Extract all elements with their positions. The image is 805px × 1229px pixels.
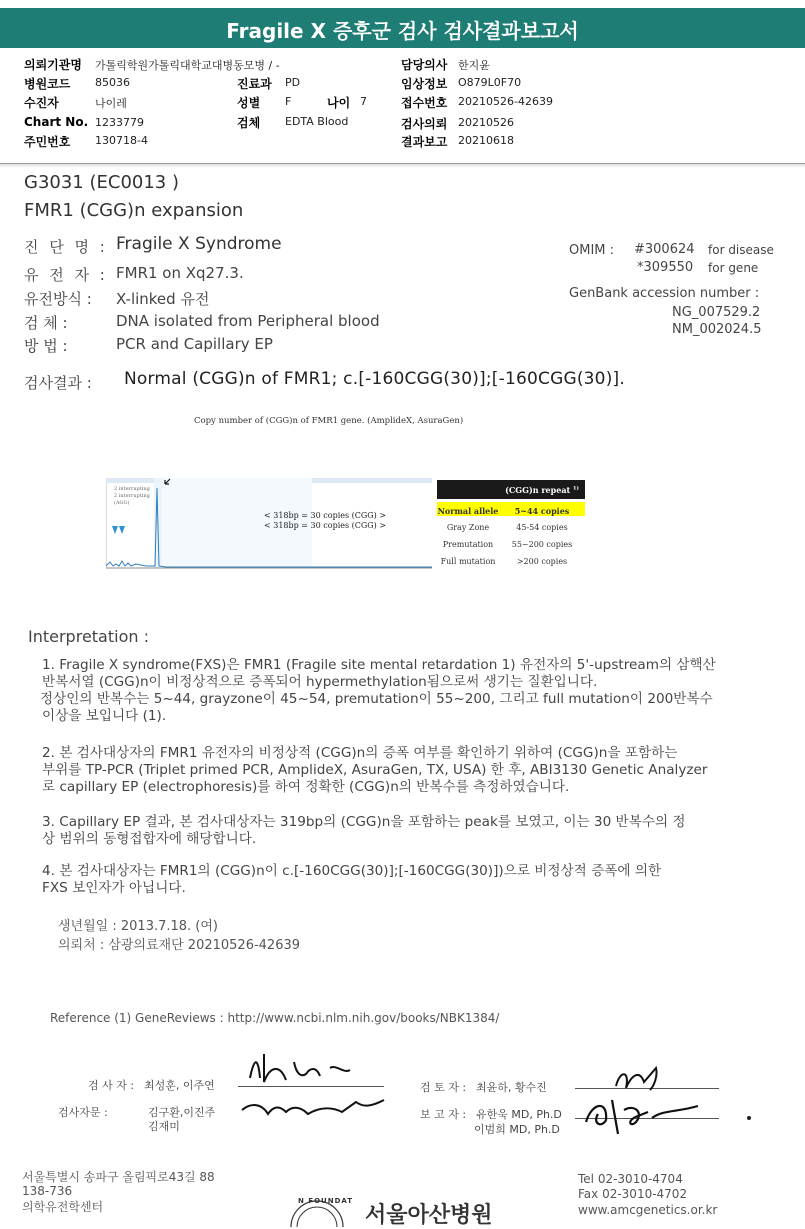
inheritance-label: 유전방식 : bbox=[24, 290, 92, 308]
text-line: 반복서열 (CGG)n이 비정상적으로 증폭되어 hypermethylation됨으로써 생기는 질환입니다. bbox=[42, 674, 598, 690]
result-value: Normal (CGG)n of FMR1; c.[-160CGG(30)];[-160CGG(30)]. bbox=[124, 369, 625, 389]
advisor-names-2: 김재미 bbox=[148, 1120, 180, 1133]
text-line: 로 capillary EP (electrophoresis)를 하여 정확한 (CGG)n의 반복수를 측정하였습니다. bbox=[42, 779, 570, 795]
text-line: FXS 보인자가 아닙니다. bbox=[42, 880, 186, 896]
request-value: 20210526 bbox=[458, 116, 514, 129]
text-line: 2. 본 검사대상자의 FMR1 유전자의 비정상적 (CGG)n의 증폭 여부를 확인하기 위하여 (CGG)n을 포함하는 bbox=[42, 745, 678, 761]
sex-value: F bbox=[285, 95, 292, 108]
chart-label: Chart No. bbox=[24, 115, 89, 129]
clinical-value: O879L0F70 bbox=[458, 76, 522, 89]
website-link[interactable]: www.amcgenetics.or.kr bbox=[578, 1203, 718, 1217]
text-line: 부위를 TP-PCR (Triplet primed PCR, AmplideX, AsuraGen, TX, USA) 한 후, ABI3130 Genetic Analyzer bbox=[42, 762, 708, 778]
text-line: 1. Fragile X syndrome(FXS)은 FMR1 (Fragile site mental retardation 1) 유전자의 5'-upstream의 삼핵산 bbox=[42, 657, 716, 673]
table-header-label: (CGG)n repeat $^{1)}$ bbox=[505, 485, 579, 495]
trace-label-3: (AGG) bbox=[114, 500, 130, 506]
omim-disease-note: for disease bbox=[708, 243, 774, 257]
chart-value: 1233779 bbox=[95, 116, 144, 129]
dot-mark bbox=[747, 1116, 751, 1120]
sex-label: 성별 bbox=[237, 96, 261, 110]
divider-shadow bbox=[0, 164, 805, 168]
trace-label-1: 2 interrupting bbox=[114, 486, 150, 492]
advisor-label: 검사자문 : bbox=[58, 1106, 108, 1119]
diagnosis-value: Fragile X Syndrome bbox=[116, 234, 282, 254]
phone: Tel 02-3010-4704 bbox=[578, 1172, 683, 1186]
tester-label: 검 사 자 : bbox=[88, 1079, 135, 1092]
omim-gene-note: for gene bbox=[708, 261, 759, 275]
age-label: 나이 bbox=[327, 96, 351, 110]
center-name: 의학유전학센터 bbox=[22, 1200, 104, 1214]
fax: Fax 02-3010-4702 bbox=[578, 1187, 688, 1201]
text-line: 3. Capillary EP 결과, 본 검사대상자는 319bp의 (CGG)n을 포함하는 peak를 보였고, 이는 30 반복수의 정 bbox=[42, 814, 686, 830]
birth-date: 생년월일 : 2013.7.18. (여) bbox=[58, 919, 219, 934]
table-row-value: 5~44 copies bbox=[514, 506, 570, 516]
interpretation-paragraph-4 bbox=[42, 863, 772, 897]
table-row-value: >200 copies bbox=[516, 557, 568, 566]
rrn-value: 130718-4 bbox=[95, 134, 148, 147]
interpretation-paragraph-1 bbox=[42, 657, 772, 725]
age-value: 7 bbox=[360, 95, 367, 108]
table-row-label: Gray Zone bbox=[446, 523, 490, 532]
genbank-nm: NM_002024.5 bbox=[672, 322, 762, 337]
reviewer-label: 검 토 자 : bbox=[420, 1081, 467, 1094]
specimen-method-label: 검 체 : bbox=[24, 314, 68, 332]
copies-label-2: < 318bp = 30 copies (CGG) > bbox=[264, 521, 387, 530]
table-row-value: 45-54 copies bbox=[516, 523, 568, 532]
doctor-value: 한지윤 bbox=[458, 59, 490, 72]
report-header bbox=[0, 8, 805, 48]
reporter-label: 보 고 자 : bbox=[420, 1108, 467, 1121]
reporter-signature bbox=[578, 1094, 708, 1140]
diagnosis-label: 진 단 명 : bbox=[24, 238, 108, 256]
receipt-value: 20210526-42639 bbox=[458, 95, 553, 108]
reference: Reference (1) GeneReviews : http://www.ncbi.nlm.nih.gov/books/NBK1384/ bbox=[50, 1011, 500, 1025]
institution-label: 의뢰기관명 bbox=[24, 58, 82, 72]
text-line: 상 범위의 동형접합자에 해당합니다. bbox=[42, 831, 257, 847]
copies-label-1: < 318bp = 30 copies (CGG) > bbox=[264, 511, 387, 520]
interpretation-paragraph-3 bbox=[42, 814, 772, 848]
advisor-names-1: 김구환,이진주 bbox=[148, 1106, 216, 1119]
address-line-1: 서울특별시 송파구 올림픽로43길 88 bbox=[22, 1170, 215, 1184]
gene-value: FMR1 on Xq27.3. bbox=[116, 264, 244, 282]
reviewer-names: 최윤하, 황수진 bbox=[476, 1081, 547, 1094]
hospital-code-value: 85036 bbox=[95, 76, 130, 89]
request-label: 검사의뢰 bbox=[401, 117, 448, 131]
test-code: G3031 (EC0013 ) bbox=[24, 172, 179, 193]
electropherogram bbox=[106, 478, 432, 570]
table-row-label: Normal allele bbox=[437, 506, 499, 516]
omim-disease: #300624 bbox=[634, 242, 695, 257]
interpretation-paragraph-2 bbox=[42, 745, 772, 796]
table-row-label: Full mutation bbox=[440, 557, 496, 566]
advisor-signature bbox=[238, 1092, 388, 1126]
hospital-code-label: 병원코드 bbox=[24, 77, 71, 91]
method-label: 방 법 : bbox=[24, 337, 68, 355]
rrn-label: 주민번호 bbox=[24, 135, 71, 149]
dept-value: PD bbox=[285, 76, 301, 89]
genbank-label: GenBank accession number : bbox=[569, 286, 760, 301]
specimen-value: EDTA Blood bbox=[285, 115, 349, 128]
doctor-label: 담당의사 bbox=[401, 58, 448, 72]
hospital-logo-text: 서울아산병원 bbox=[365, 1203, 493, 1228]
report-label: 결과보고 bbox=[401, 135, 448, 149]
tester-signature bbox=[240, 1048, 370, 1088]
inheritance-value: X-linked 유전 bbox=[116, 290, 210, 308]
dept-label: 진료과 bbox=[237, 77, 272, 91]
text-line: 이상을 보입니다 (1). bbox=[42, 708, 167, 724]
specimen-method-value: DNA isolated from Peripheral blood bbox=[116, 312, 380, 330]
gene-label: 유 전 자 : bbox=[24, 266, 108, 284]
seal-text: N FOUNDAT bbox=[298, 1197, 354, 1205]
test-name: FMR1 (CGG)n expansion bbox=[24, 200, 244, 221]
reviewer-signature bbox=[610, 1064, 670, 1094]
specimen-label: 검체 bbox=[237, 116, 261, 130]
report-value: 20210618 bbox=[458, 134, 514, 147]
address-line-2: 138-736 bbox=[22, 1184, 73, 1198]
genbank-ng: NG_007529.2 bbox=[672, 305, 761, 320]
omim-label: OMIM : bbox=[569, 243, 615, 258]
text-line: 4. 본 검사대상자는 FMR1의 (CGG)n이 c.[-160CGG(30)];[-160CGG(30)])으로 비정상적 증폭에 의한 bbox=[42, 863, 662, 879]
report-title: Fragile X 증후군 검사 검사결과보고서 bbox=[226, 19, 579, 43]
patient-label: 수진자 bbox=[24, 96, 59, 110]
figure-caption: Copy number of (CGG)n of FMR1 gene. (AmplideX, AsuraGen) bbox=[194, 416, 464, 426]
clinical-label: 임상정보 bbox=[401, 77, 448, 91]
tester-names: 최성훈, 이주연 bbox=[144, 1079, 215, 1092]
method-value: PCR and Capillary EP bbox=[116, 335, 273, 353]
table-row-value: 55~200 copies bbox=[511, 540, 573, 549]
trace-label-2: 2 interrupting bbox=[114, 493, 150, 499]
table-row-label: Premutation bbox=[442, 540, 494, 549]
requester: 의뢰처 : 삼광의료재단 20210526-42639 bbox=[58, 938, 301, 953]
institution-value: 가톨릭학원가톨릭대학교대병동모병 / - bbox=[95, 59, 280, 72]
omim-gene: *309550 bbox=[637, 260, 694, 275]
reporter-name-2: 이범희 MD, Ph.D bbox=[474, 1123, 560, 1136]
text-line: 정상인의 반복수는 5~44, grayzone이 45~54, premutation이 55~200, 그리고 full mutation이 200반복수 bbox=[40, 691, 713, 707]
reporter-name-1: 유한욱 MD, Ph.D bbox=[476, 1108, 562, 1121]
result-label: 검사결과 : bbox=[24, 374, 92, 392]
interpretation-title: Interpretation : bbox=[28, 627, 149, 646]
receipt-label: 접수번호 bbox=[401, 96, 448, 110]
patient-value: 나이레 bbox=[95, 97, 127, 110]
